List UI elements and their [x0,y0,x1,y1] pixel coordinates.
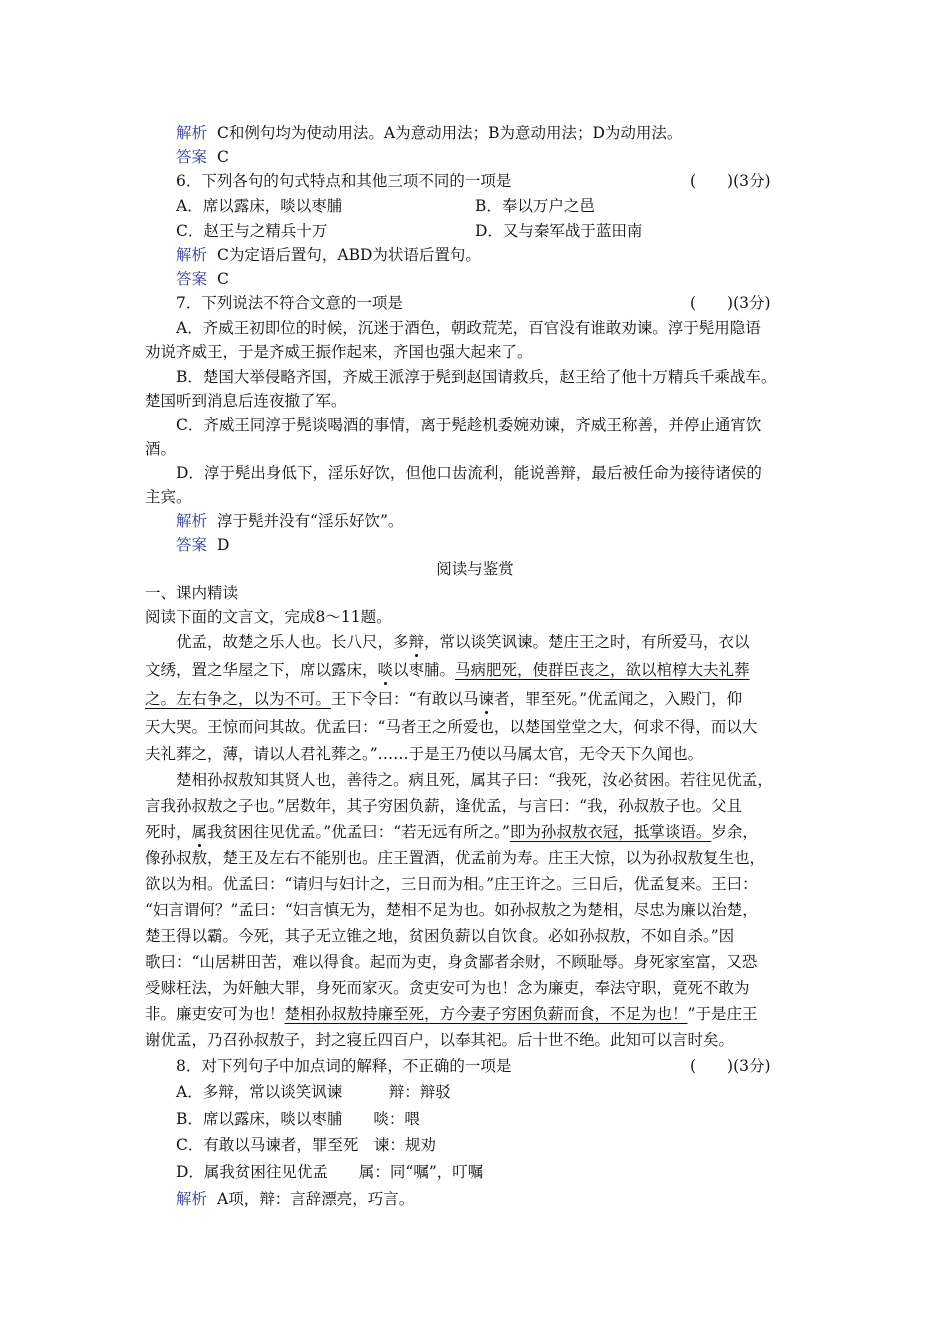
passage-text: ，常以谈笑讽谏。楚庄王之时，有所爱马，衣以 [424,633,750,651]
passage-text: 非。廉吏安可为也！ [145,1005,285,1023]
q6-option-a: A．席以露床，啖以枣脯 [176,197,343,215]
q7-option-a-line1: A．齐威王初即位的时候，沉迷于酒色，朝政荒芜，百官没有谁敢劝谏。淳于髡用隐语 [176,319,761,337]
passage-line: 像孙叔敖，楚王及左右不能别也。庄王置酒，优孟前为寿。庄王大惊，以为孙叔敖复生也， [145,849,766,867]
q5-analysis-line [176,122,846,144]
q5-answer-line [176,146,846,168]
passage-text: 岁余， [711,823,758,841]
passage-line: 欲以为相。优孟曰：“请归与妇计之，三日而为相。”庄王许之。三日后，优孟复来。王曰： [145,875,758,893]
dotted-word: 谏 [478,690,494,708]
passage-line [145,821,815,843]
dotted-word: 属 [191,823,208,841]
passage-line: 谢优孟，乃召孙叔敖子，封之寝丘四百户，以奉其祀。后十世不绝。此知可以言时矣。 [145,1031,735,1049]
q8-option-b: B．席以露床，啖以枣脯 啖：喂 [176,1110,420,1128]
passage-line [145,1003,815,1025]
q7-answer-line [176,534,846,556]
dotted-word: 辩 [408,633,425,651]
q5-answer: C [217,148,229,166]
passage-line: “妇言谓何？”孟曰：“妇言慎无为，楚相不足为也。如孙叔敖之为楚相，尽忠为廉以治楚， [145,901,758,919]
section-heading: 阅读与鉴赏 [436,560,514,578]
passage-text: 王下令曰：“有敢以马 [331,690,479,708]
passage-line: 楚相孙叔敖知其贤人也，善待之。病且死，属其子曰：“我死，汝必贫困。若往见优孟， [176,771,773,789]
underlined-sentence: 之。左右争之，以为不可。 [145,690,332,708]
q8-analysis-line [176,1188,846,1210]
q6-analysis: C为定语后置句，ABD为状语后置句。 [217,246,481,264]
q6-option-c: C．赵王与之精兵十万 [176,222,328,240]
section-subheading: 一、课内精读 [145,584,239,602]
underlined-sentence: 即为孙叔敖衣冠，抵掌谈语。 [509,823,712,841]
q7-analysis-line [176,510,846,532]
q8-option-c: C．有敢以马谏者，罪至死 谏：规劝 [176,1136,436,1154]
passage-line: 夫礼葬之，薄，请以人君礼葬之。”……于是王乃使以马属太官，无令天下久闻也。 [145,745,704,763]
q6-option-d: D．又与秦军战于蓝田南 [475,222,643,240]
answer-label: 答案 [176,536,208,554]
q8-option-a: A．多辩，常以谈笑讽谏 辩：辩驳 [176,1083,451,1101]
q8-option-d: D．属我贫困往见优孟 属：同“嘱”，叮嘱 [176,1163,484,1181]
passage-text: 以枣脯。 [393,661,456,679]
answer-label: 答案 [176,148,208,166]
passage-text: 我贫困往见优孟。”优孟曰：“若无远有所之。” [207,823,510,841]
passage-text: 者，罪至死。”优孟闻之，入殿门，仰 [493,690,743,708]
analysis-label: 解析 [176,124,208,142]
q7-option-d-line2: 主宾。 [145,488,192,506]
q5-analysis: C和例句均为使动用法。A为意动用法；B为意动用法；D为动用法。 [217,124,683,142]
passage-line: 楚王得以霸。今死，其子无立锥之地，贫困负薪以自饮食。必如孙叔敖，不如自杀。”因 [145,927,735,945]
q7-option-b-line2: 楚国听到消息后连夜撤了军。 [145,392,347,410]
passage-text: 优孟，故楚之乐人也。长八尺，多 [176,633,409,651]
q7-analysis: 淳于髡并没有“淫乐好饮”。 [217,512,404,530]
q6-option-b: B．奉以万户之邑 [475,197,595,215]
passage-line [145,688,815,710]
passage-line: 天大哭。王惊而问其故。优孟曰：“马者王之所爱也，以楚国堂堂之大，何求不得，而以大 [145,718,758,736]
underlined-sentence: 楚相孙叔敖持廉至死，方今妻子穷困负薪而食，不足为也！ [284,1005,688,1023]
q7-score: ( )(3分) [690,294,771,312]
q6-answer-line [176,268,846,290]
q8-stem: 8．对下列句子中加点词的解释，不正确的一项是 [176,1057,512,1075]
answer-label: 答案 [176,270,208,288]
q7-option-c-line2: 酒。 [145,440,177,458]
analysis-label: 解析 [176,1190,208,1208]
q7-option-d-line1: D．淳于髡出身低下，淫乐好饮，但他口齿流利，能说善辩，最后被任命为接待诸侯的 [176,464,762,482]
underlined-sentence: 马病肥死，使群臣丧之，欲以棺椁大夫礼葬 [455,661,750,679]
passage-line: 歌曰：“山居耕田苦，难以得食。起而为吏，身贪鄙者余财，不顾耻辱。身死家室富，又恐 [145,953,758,971]
q7-option-c-line1: C．齐威王同淳于髡谈喝酒的事情，离于髡趁机委婉劝谏，齐威王称善，并停止通宵饮 [176,416,762,434]
passage-line: 受赇枉法，为奸触大罪，身死而家灭。贪吏安可为也！念为廉吏，奉法守职，竟死不敢为 [145,979,750,997]
analysis-label: 解析 [176,246,208,264]
q6-score: ( )(3分) [690,172,771,190]
passage-line: 言我孙叔敖之子也。”居数年，其子穷困负薪，逢优孟，与言曰：“我，孙叔敖子也。父且 [145,797,743,815]
q7-option-a-line2: 劝说齐威王，于是齐威王振作起来，齐国也强大起来了。 [145,343,533,361]
passage-text: 死时， [145,823,192,841]
q8-analysis: A项，辩：言辞漂亮，巧言。 [217,1190,415,1208]
dotted-word: 啖 [377,661,394,679]
q7-answer: D [217,536,230,554]
passage-text: 文绣，置之华屋之下，席以露床， [145,661,378,679]
passage-line [145,659,815,681]
q7-option-b-line1: B．楚国大举侵略齐国，齐威王派淳于髡到赵国请救兵，赵王给了他十万精兵千乘战车。 [176,368,777,386]
passage-line [176,631,846,653]
section-instruction: 阅读下面的文言文，完成8～11题。 [145,608,392,626]
q6-stem: 6．下列各句的句式特点和其他三项不同的一项是 [176,172,512,190]
q6-analysis-line [176,244,846,266]
q7-stem: 7．下列说法不符合文意的一项是 [176,294,403,312]
analysis-label: 解析 [176,512,208,530]
passage-text: ”于是庄王 [687,1005,758,1023]
q6-answer: C [217,270,229,288]
q8-score: ( )(3分) [690,1057,771,1075]
